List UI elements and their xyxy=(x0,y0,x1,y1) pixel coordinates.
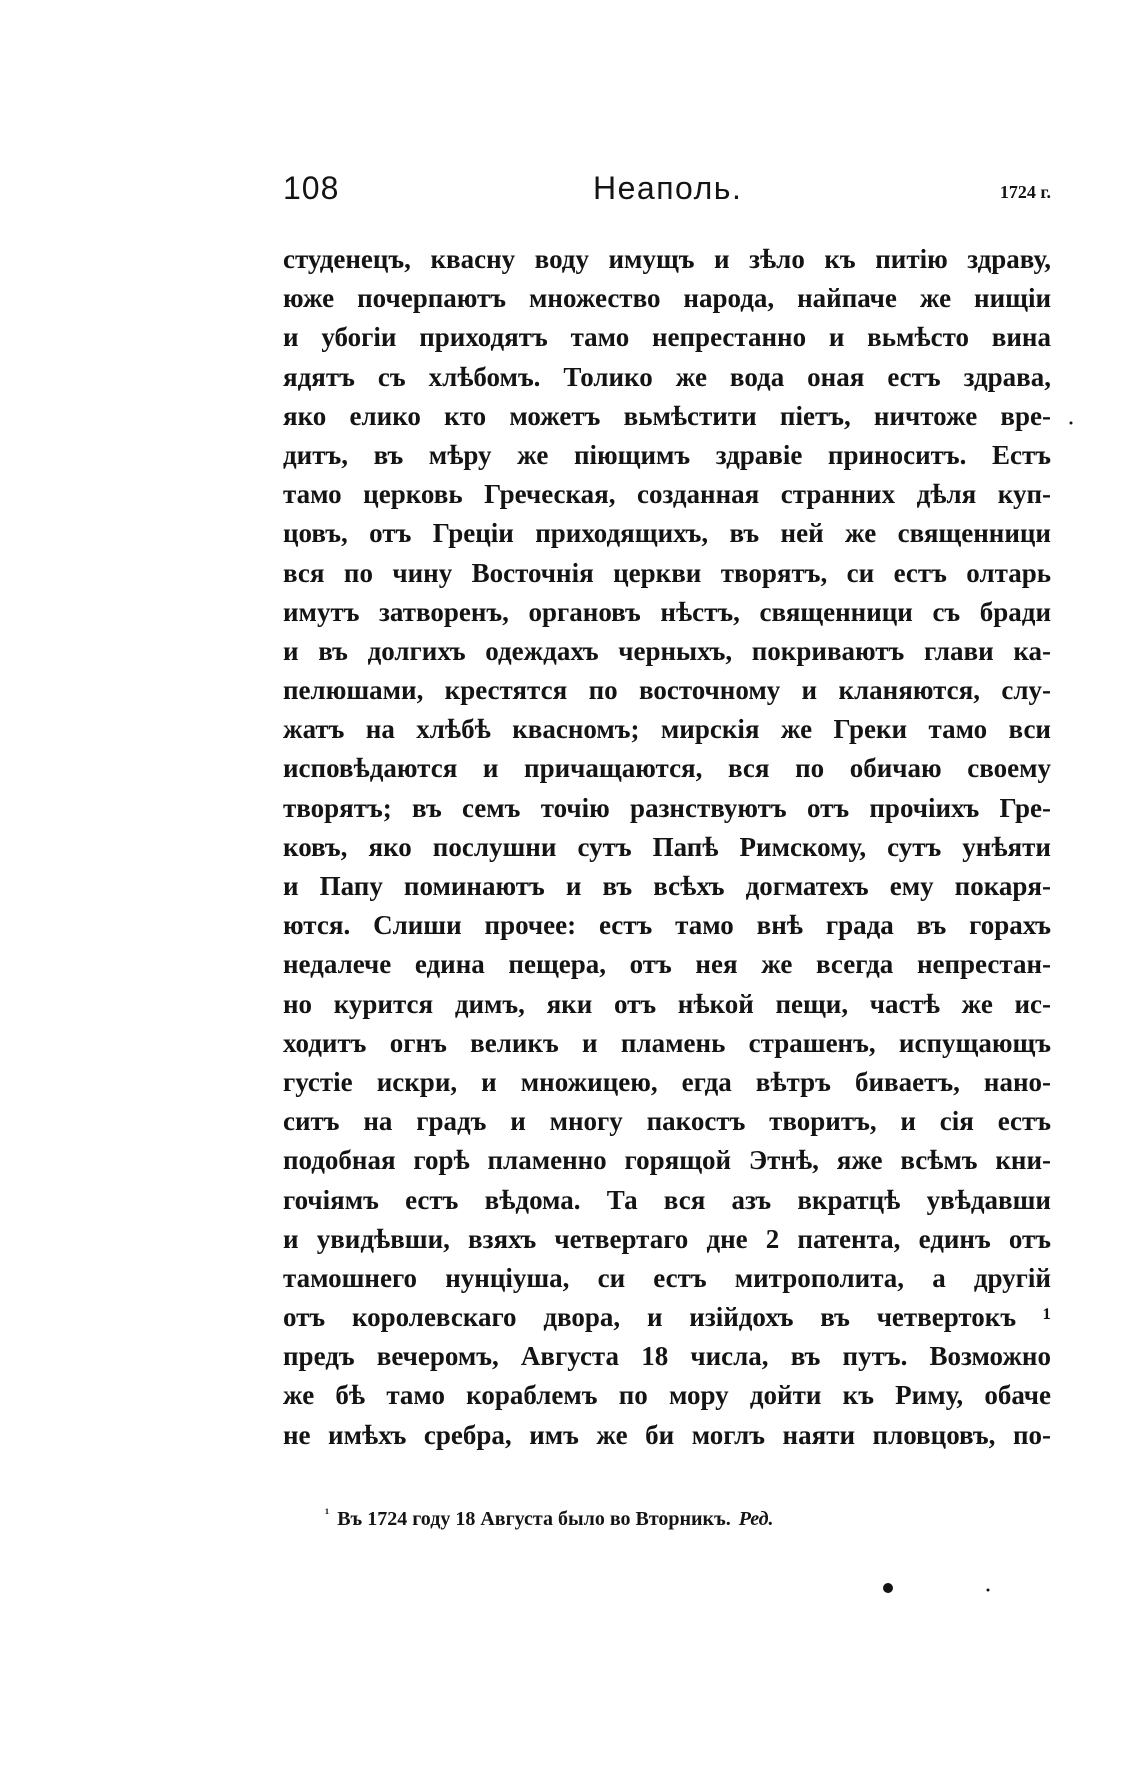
ink-speck xyxy=(1070,422,1073,425)
text-line: и убогіи приходятъ тамо непрестанно и вьмѣсто вина xyxy=(283,322,1051,353)
text-line: и увидѣвши, взяхъ четвертаго дне 2 патента, единъ отъ xyxy=(283,1223,1051,1254)
text-line: исповѣдаются и причащаются, вся по обичаю своему xyxy=(283,753,1051,784)
footnote-editor-mark: Ред. xyxy=(738,1508,774,1530)
text-line: недалече едина пещера, отъ нея же всегда непрестан- xyxy=(283,949,1051,980)
text-line: вся по чину Восточнія церкви творятъ, си естъ олтарь xyxy=(283,557,1051,588)
text-line: дитъ, въ мѣру же піющимъ здравіе приноситъ. Естъ xyxy=(283,439,1051,470)
text-line: но курится димъ, яки отъ нѣкой пещи, частѣ же ис- xyxy=(283,988,1051,1019)
text-line: не имѣхъ сребра, имъ же би моглъ наяти пловцовъ, по- xyxy=(283,1419,1051,1450)
body-text xyxy=(283,240,1051,1455)
text-line: творятъ; въ семъ точію разнствуютъ отъ прочіихъ Гре- xyxy=(283,792,1051,823)
text-line: и Папу поминаютъ и въ всѣхъ догматехъ ему покаря- xyxy=(283,871,1051,901)
ink-speck xyxy=(987,1589,990,1592)
footnote-marker: ¹ xyxy=(325,1507,330,1522)
text-line: жатъ на хлѣбѣ квасномъ; мирскія же Греки тамо вси xyxy=(283,714,1051,745)
text-line: тамо церковь Греческая, созданная странних дѣля куп- xyxy=(283,479,1051,510)
text-line: ситъ на градъ и многу пакостъ творитъ, и сія естъ xyxy=(283,1106,1051,1137)
page-header xyxy=(283,168,1051,218)
text-line: и въ долгихъ одеждахъ черныхъ, покриваютъ глави ка- xyxy=(283,635,1051,666)
text-line: подобная горѣ пламенно горящой Этнѣ, яже всѣмъ кни- xyxy=(283,1145,1051,1176)
text-line: предъ вечеромъ, Августа 18 числа, въ путъ. Возможно xyxy=(283,1341,1051,1372)
text-line: гочіямъ естъ вѣдома. Та вся азъ вкратцѣ увѣдавши xyxy=(283,1184,1051,1215)
text-line: ковъ, яко послушни сутъ Папѣ Римскому, сутъ унѣяти xyxy=(283,831,1051,862)
text-line: ходитъ огнъ великъ и пламень страшенъ, испущающъ xyxy=(283,1027,1051,1058)
text-line: пелюшами, крестятся по восточному и кланяются, слу- xyxy=(283,675,1051,706)
text-line: же бѣ тамо кораблемъ по мору дойти къ Риму, обаче xyxy=(283,1380,1051,1411)
page-number: 108 xyxy=(283,170,340,206)
text-line: студенецъ, квасну воду имущъ и зѣло къ питію здраву, xyxy=(283,244,1051,274)
running-title: Неаполь. xyxy=(593,170,743,206)
text-line: цовъ, отъ Греціи приходящихъ, въ ней же священници xyxy=(283,518,1051,549)
ink-speck xyxy=(883,1583,893,1593)
footnote-text: Въ 1724 году 18 Августа было во Вторникъ. xyxy=(337,1508,731,1530)
text-line: тамошнего нунціуша, си естъ митрополита, а другій xyxy=(283,1262,1051,1293)
text-line: ются. Слиши прочее: естъ тамо внѣ града въ горахъ xyxy=(283,910,1051,941)
text-line: юже почерпаютъ множество народа, найпаче же нищіи xyxy=(283,283,1051,314)
text-line: отъ королевскаго двора, и изійдохъ въ четвертокъ ¹ xyxy=(283,1302,1051,1333)
text-line: яко елико кто можетъ вьмѣстити піетъ, ничтоже вре- xyxy=(283,400,1051,431)
text-line: густіе искри, и множицею, егда вѣтръ биваетъ, нано- xyxy=(283,1066,1051,1097)
text-line: ядятъ съ хлѣбомъ. Толико же вода оная естъ здрава, xyxy=(283,361,1051,392)
footnote xyxy=(325,1500,774,1534)
header-year: 1724 г. xyxy=(999,182,1051,202)
text-line: имутъ затворенъ, органовъ нѣстъ, священници съ бради xyxy=(283,596,1051,627)
